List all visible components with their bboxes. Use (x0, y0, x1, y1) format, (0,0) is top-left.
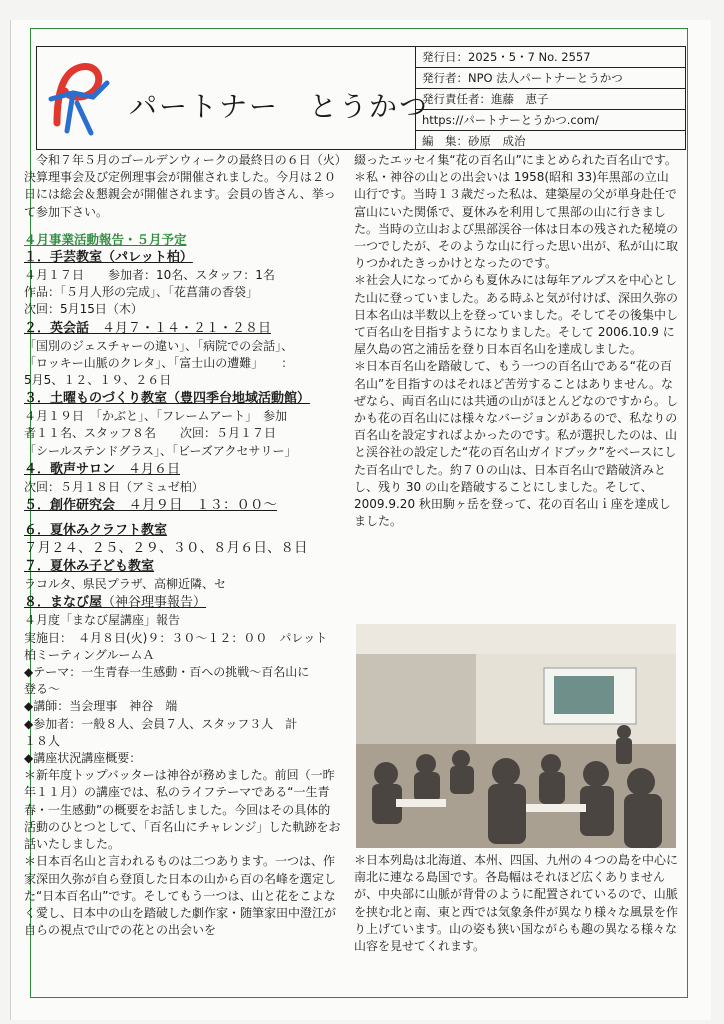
item-2-heading: ２．英会話 ４月７・１４・２１・２８日 (24, 320, 272, 336)
item-7-heading: ７．夏休み子ども教室 (24, 559, 155, 575)
essay-paragraph: ＊社会人になってからも夏休みには毎年アルプスを中心とした山に登っていました。ある時ふと気が付けば、深田久弥の日本名山は半数以上を登っていました。そしてその後集中して百名山を目指すようになりました。そして 2006.10.9 に屋久島の宮之浦岳を登り日本百名山を達成しました。 (354, 273, 679, 357)
publisher: 発行者：NPO 法人パートナーとうかつ (416, 68, 686, 89)
item-4-heading: ４．歌声サロン ４月６日 (24, 461, 181, 477)
responsible-person: 発行責任者：進藤 恵子 (416, 89, 686, 110)
item-3-line: 「シールステンドグラス」、「ビーズアクセサリー」 (24, 443, 297, 458)
item-4-line: 次回：５月１８日（アミュゼ柏） (24, 479, 204, 494)
section-title: ４月事業活動報告・５月予定 (24, 231, 187, 247)
photo-caption: ＊日本列島は北海道、本州、四国、九州の４つの島を中心に南北に連なる島国です。各島幅はそれほど広くありませんが、中央部に山脈が背骨のように配置されているので、山脈を挟む北と南、東と西では気象条件が異なり様々な風景を作り上げています。山の姿も狭い国ながらも趣の異なる様々な山容を見せてくれます。 (354, 853, 679, 954)
newsletter-title: パートナー とうかつ (129, 90, 430, 123)
item-2-line: 「国別のジェスチャーの違い」、「病院での会話」、 (24, 338, 294, 353)
item-1-heading: １．手芸教室（パレット柏） (24, 250, 193, 266)
item-3-line: ４月１９日 「かぶと」、「フレームアート」 参加 (24, 409, 288, 424)
website-url: https://パートナーとうかつ.com/ (416, 110, 686, 131)
item-8-line: 実施日： ４月８日(火)９：３０～１２：００ パレット (24, 630, 328, 645)
item-8-line: ◆参加者：一般８人、会員７人、スタッフ３人 計 (24, 716, 298, 731)
item-3-line: 者１１名、スタッフ８名 次回：５月１７日 (24, 426, 277, 441)
item-8-line: 登る～ (24, 682, 61, 697)
item-8-line: ◆講師：当会理事 神谷 端 (24, 699, 178, 714)
partner-logo-icon (43, 53, 113, 143)
lecture-paragraph: ＊日本百名山と言われるものは二つあります。一つは、作家深田久弥が自ら登頂した日本の山から百の名峰を選定した“日本百名山”です。そしてもう一つは、山と花をこよなく愛し、日本中の山を踏破した劇作家・随筆家田中澄江が自らの視点で山での花との出会いを (24, 854, 337, 938)
essay-paragraph: 綴ったエッセイ集“花の百名山”にまとめられた百名山です。 (354, 153, 677, 167)
left-column (24, 152, 342, 939)
item-8-line: ◆講座状況講座概要： (24, 751, 142, 766)
right-column (354, 152, 680, 530)
item-2-line: 5月5、１２、１９、２６日 (24, 373, 172, 388)
masthead (36, 46, 686, 150)
lecture-paragraph: ＊新年度トップバッターは神谷が務めました。前回（一昨年１１月）の講座では、私のライフテーマである“一生青春・一生感動”の概要をお話しました。今回はその具体的活動のひとつとして、「百名山にチャレンジ」した軌跡をお話いたしました。 (24, 768, 341, 852)
item-6-heading: ６．夏休みクラフト教室 (24, 523, 168, 539)
item-7-line: ラコルタ、県民プラザ、高柳近隣、セ (24, 577, 226, 592)
issue-date: 発行日：2025・5・7 No. 2557 (416, 47, 686, 68)
intro-paragraph: 令和７年５月のゴールデンウィークの最終日の６日（火）決算理事会及び定例理事会が開催されました。今月は２０日には総会＆懇親会が開催されます。会員の皆さん、挙って参加下さい。 (24, 153, 341, 219)
item-8-line: 柏ミーティングルームＡ (24, 647, 155, 662)
item-8-line: ◆テーマ：一生青春一生感動・百への挑戦～百名山に (24, 665, 310, 680)
item-2-line: 「ロッキー山脈のクレタ」、「富士山の遭難」 ： (24, 355, 294, 370)
editor: 編 集：砂原 成治 (422, 134, 526, 148)
item-8-line: １８人 (24, 733, 61, 748)
publication-info (415, 47, 686, 149)
item-8-line: ４月度「まなび屋講座」報告 (24, 613, 181, 628)
item-5-heading: ５．創作研究会 ４月９日 １３：００～ (24, 497, 278, 514)
essay-paragraph: ＊私・神谷の山との出会いは 1958(昭和 33)年黒部の立山山行です。当時１３歳だった私は、建築屋の父が単身赴任で富山にいた関係で、夏休みを利用して黒部の山に行きました。当時の立山および黒部渓谷一体は日本の残された秘境の一つでしたが、そのような山に行った思い出が、私が山に取りつかれたきっかけとなったのです。 (354, 170, 679, 271)
item-1-line: 次回：5月15日（木） (24, 302, 143, 317)
lecture-photo (356, 624, 676, 848)
item-1-line: ４月１７日 参加者：10名、スタッフ：1名 (24, 268, 275, 283)
item-3-heading: ３．土曜ものづくり教室（豊四季台地域活動館） (24, 391, 311, 407)
item-6-line: ７月２４、２５、２９、３０、８月６日、８日 (24, 540, 308, 557)
item-1-line: 作品：「５月人形の完成」、「花菖蒲の香袋」 (24, 285, 259, 300)
item-8-heading: ８．まなび屋（神谷理事報告） (24, 595, 207, 611)
essay-paragraph: ＊日本百名山を踏破して、もう一つの百名山である“花の百名山”を目指すのはそれほど苦労することはありません。なぜなら、両百名山には共通の山がほとんどなのですから。しかも花の百名山には様々なバージョンがあるので、私なりの百名山を設定すればよかったのです。私が選択したのは、山と渓谷社の設定した“花の百名山ガイドブック”をベースにした百名山でした。約７０の山は、日本百名山で踏破済みとし、残り 30 の山を踏破することにしました。そして、2009.9.20 秋田駒ヶ岳を登って、花の百名山ｉ座を達成しました。 (354, 359, 679, 529)
